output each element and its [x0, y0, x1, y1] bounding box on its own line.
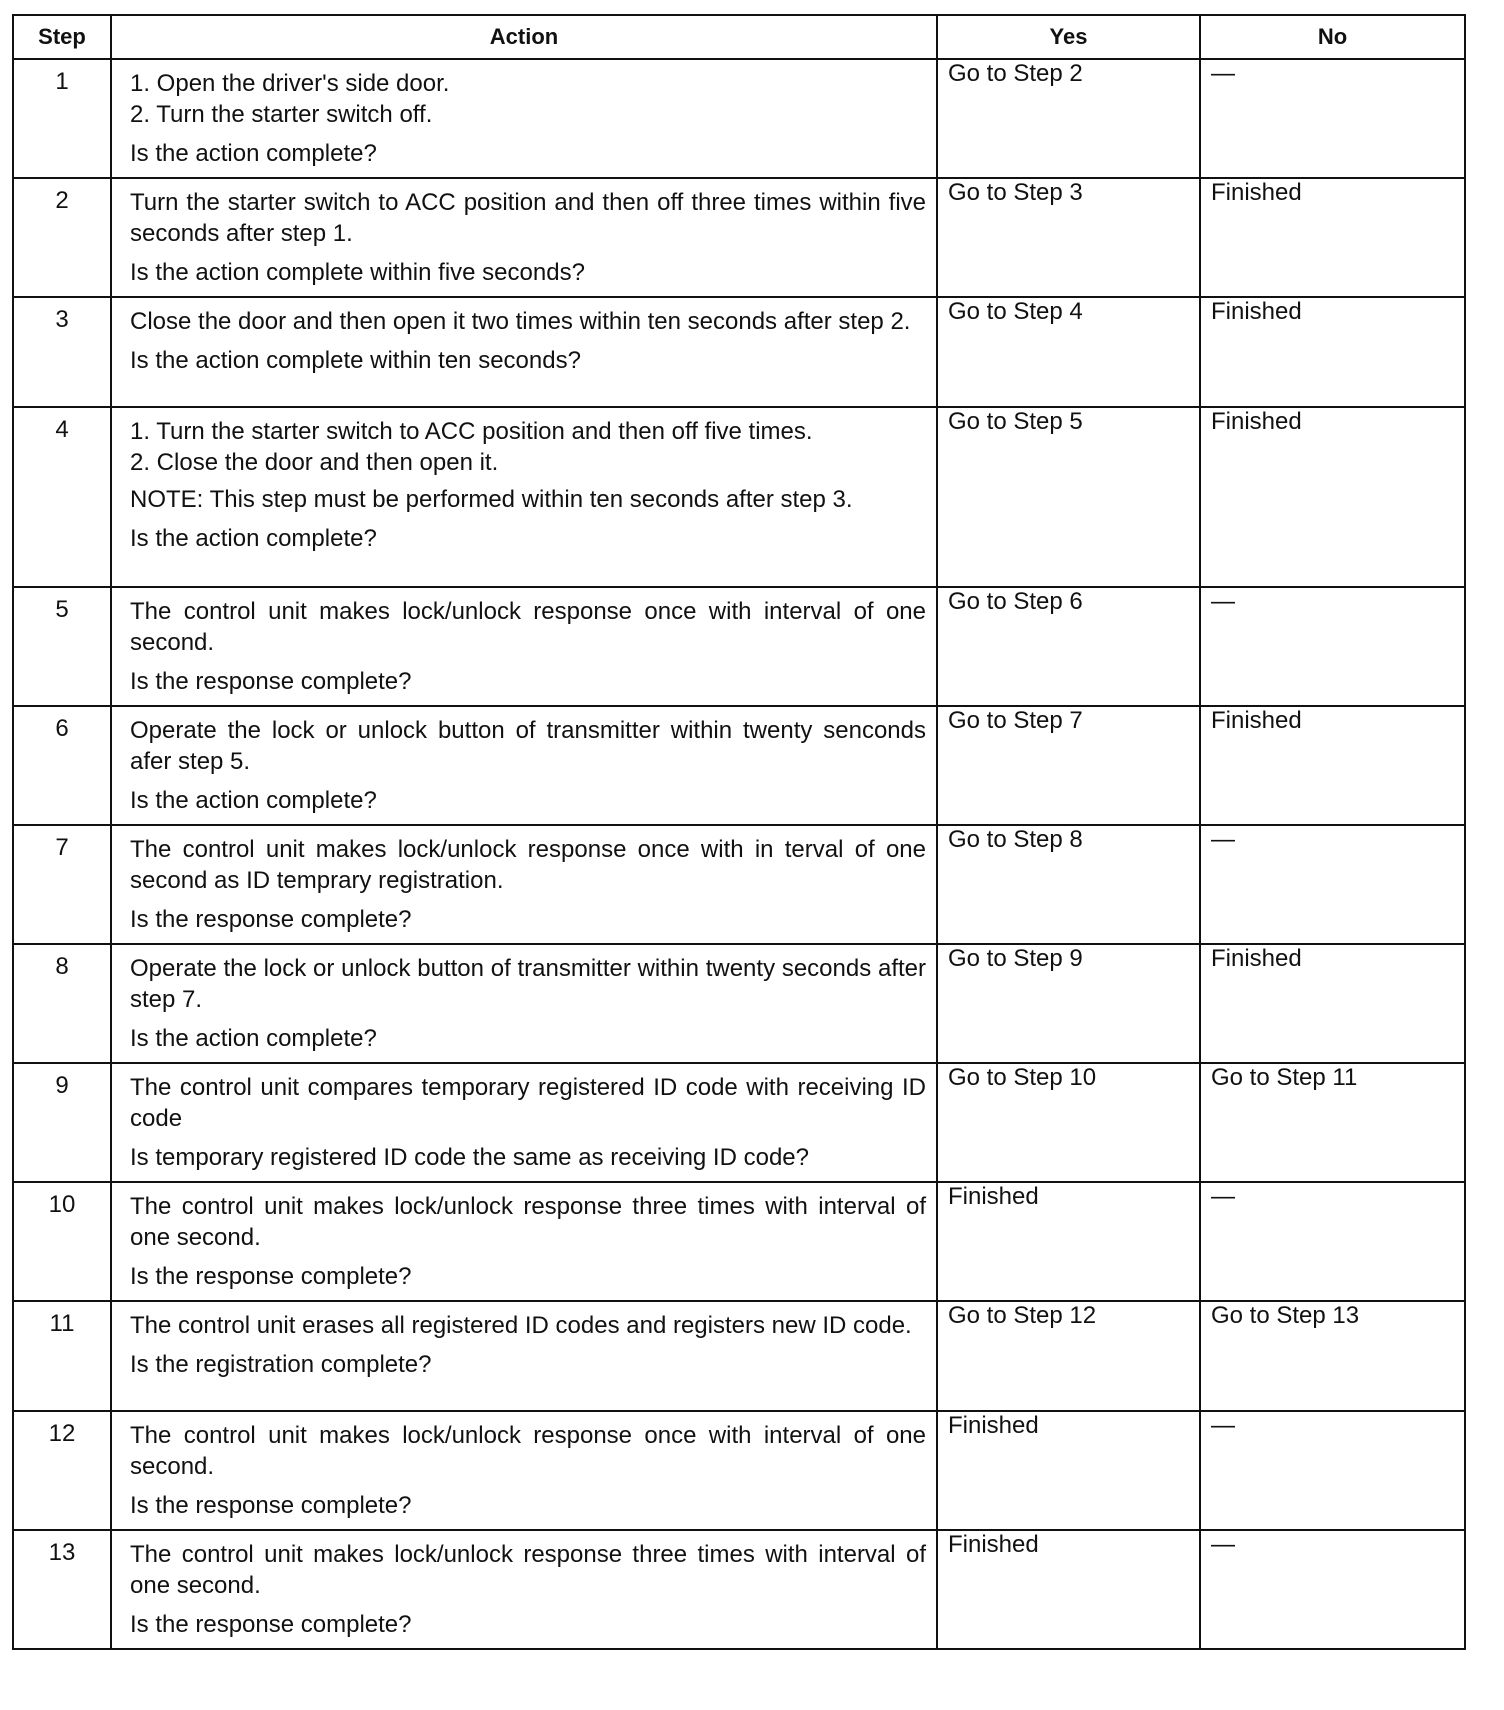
action-cell: [111, 587, 937, 706]
action-cell: [111, 1182, 937, 1301]
step-number: 4: [13, 407, 111, 587]
step-number: 2: [13, 178, 111, 297]
step-number: 8: [13, 944, 111, 1063]
action-text: The control unit makes lock/unlock response once with interval of one second.: [130, 1422, 926, 1480]
yes-result: Go to Step 7: [937, 706, 1200, 825]
action-question: Is the action complete?: [130, 525, 377, 552]
yes-result: Finished: [937, 1530, 1200, 1649]
header-row: [13, 15, 1465, 59]
action-question: Is the action complete within five seconds?: [130, 259, 585, 286]
step-number: 12: [13, 1411, 111, 1530]
action-text: Turn the starter switch to ACC position and then off three times within five seconds after step 1.: [130, 189, 926, 247]
no-result: —: [1200, 1530, 1465, 1649]
action-text: The control unit makes lock/unlock response three times with interval of one second.: [130, 1193, 926, 1251]
table-row: [13, 825, 1465, 944]
action-text: 2. Close the door and then open it.: [130, 449, 499, 476]
action-cell: [111, 1301, 937, 1411]
action-cell: [111, 407, 937, 587]
step-number: 9: [13, 1063, 111, 1182]
yes-result: Finished: [937, 1411, 1200, 1530]
table-row: [13, 178, 1465, 297]
action-text: Close the door and then open it two times within ten seconds after step 2.: [130, 308, 911, 335]
step-number: 11: [13, 1301, 111, 1411]
table-row: [13, 1301, 1465, 1411]
no-result: Finished: [1200, 706, 1465, 825]
action-cell: [111, 944, 937, 1063]
table-row: [13, 297, 1465, 407]
step-number: 10: [13, 1182, 111, 1301]
table-row: [13, 1530, 1465, 1649]
action-text: The control unit makes lock/unlock response once with interval of one second.: [130, 598, 926, 656]
action-cell: [111, 1530, 937, 1649]
step-number: 7: [13, 825, 111, 944]
action-cell: [111, 706, 937, 825]
yes-result: Go to Step 6: [937, 587, 1200, 706]
action-question: Is the action complete?: [130, 1025, 377, 1052]
step-number: 13: [13, 1530, 111, 1649]
table-row: [13, 1411, 1465, 1530]
step-number: 1: [13, 59, 111, 178]
header-yes: Yes: [937, 15, 1200, 59]
action-question: Is temporary registered ID code the same as receiving ID code?: [130, 1144, 809, 1171]
header-step: Step: [13, 15, 111, 59]
yes-result: Go to Step 2: [937, 59, 1200, 178]
table-row: [13, 706, 1465, 825]
action-cell: [111, 825, 937, 944]
step-number: 6: [13, 706, 111, 825]
yes-result: Go to Step 4: [937, 297, 1200, 407]
header-no: No: [1200, 15, 1465, 59]
action-text: 2. Turn the starter switch off.: [130, 101, 433, 128]
yes-result: Finished: [937, 1182, 1200, 1301]
no-result: —: [1200, 587, 1465, 706]
action-text: The control unit makes lock/unlock response once with in terval of one second as ID temprary registration.: [130, 836, 926, 894]
action-text: The control unit erases all registered ID codes and registers new ID code.: [130, 1312, 912, 1339]
procedure-table: [12, 14, 1466, 1650]
action-question: Is the action complete?: [130, 140, 377, 167]
yes-result: Go to Step 12: [937, 1301, 1200, 1411]
step-number: 5: [13, 587, 111, 706]
no-result: —: [1200, 1411, 1465, 1530]
yes-result: Go to Step 10: [937, 1063, 1200, 1182]
no-result: Finished: [1200, 944, 1465, 1063]
action-question: Is the response complete?: [130, 1492, 412, 1519]
yes-result: Go to Step 5: [937, 407, 1200, 587]
yes-result: Go to Step 8: [937, 825, 1200, 944]
action-text: Operate the lock or unlock button of transmitter within twenty seconds after step 7.: [130, 955, 926, 1013]
no-result: Finished: [1200, 297, 1465, 407]
no-result: —: [1200, 59, 1465, 178]
header-action: Action: [111, 15, 937, 59]
action-question: Is the action complete within ten seconds?: [130, 347, 581, 374]
no-result: Finished: [1200, 407, 1465, 587]
action-cell: [111, 1411, 937, 1530]
action-question: Is the response complete?: [130, 1611, 412, 1638]
no-result: —: [1200, 825, 1465, 944]
action-cell: [111, 59, 937, 178]
action-text: The control unit compares temporary registered ID code with receiving ID code: [130, 1074, 926, 1132]
action-question: Is the response complete?: [130, 1263, 412, 1290]
table-row: [13, 59, 1465, 178]
table-row: [13, 587, 1465, 706]
no-result: —: [1200, 1182, 1465, 1301]
action-cell: [111, 178, 937, 297]
no-result: Go to Step 11: [1200, 1063, 1465, 1182]
action-text: Operate the lock or unlock button of transmitter within twenty senconds afer step 5.: [130, 717, 926, 775]
table-row: [13, 944, 1465, 1063]
no-result: Finished: [1200, 178, 1465, 297]
action-text: 1. Open the driver's side door.: [130, 70, 450, 97]
action-question: Is the action complete?: [130, 787, 377, 814]
action-note: NOTE: This step must be performed within ten seconds after step 3.: [130, 486, 853, 513]
no-result: Go to Step 13: [1200, 1301, 1465, 1411]
yes-result: Go to Step 3: [937, 178, 1200, 297]
table-row: [13, 407, 1465, 587]
table-row: [13, 1182, 1465, 1301]
action-question: Is the registration complete?: [130, 1351, 432, 1378]
action-text: The control unit makes lock/unlock response three times with interval of one second.: [130, 1541, 926, 1599]
action-cell: [111, 297, 937, 407]
action-question: Is the response complete?: [130, 668, 412, 695]
action-text: 1. Turn the starter switch to ACC position and then off five times.: [130, 418, 813, 445]
step-number: 3: [13, 297, 111, 407]
action-cell: [111, 1063, 937, 1182]
table-row: [13, 1063, 1465, 1182]
yes-result: Go to Step 9: [937, 944, 1200, 1063]
action-question: Is the response complete?: [130, 906, 412, 933]
